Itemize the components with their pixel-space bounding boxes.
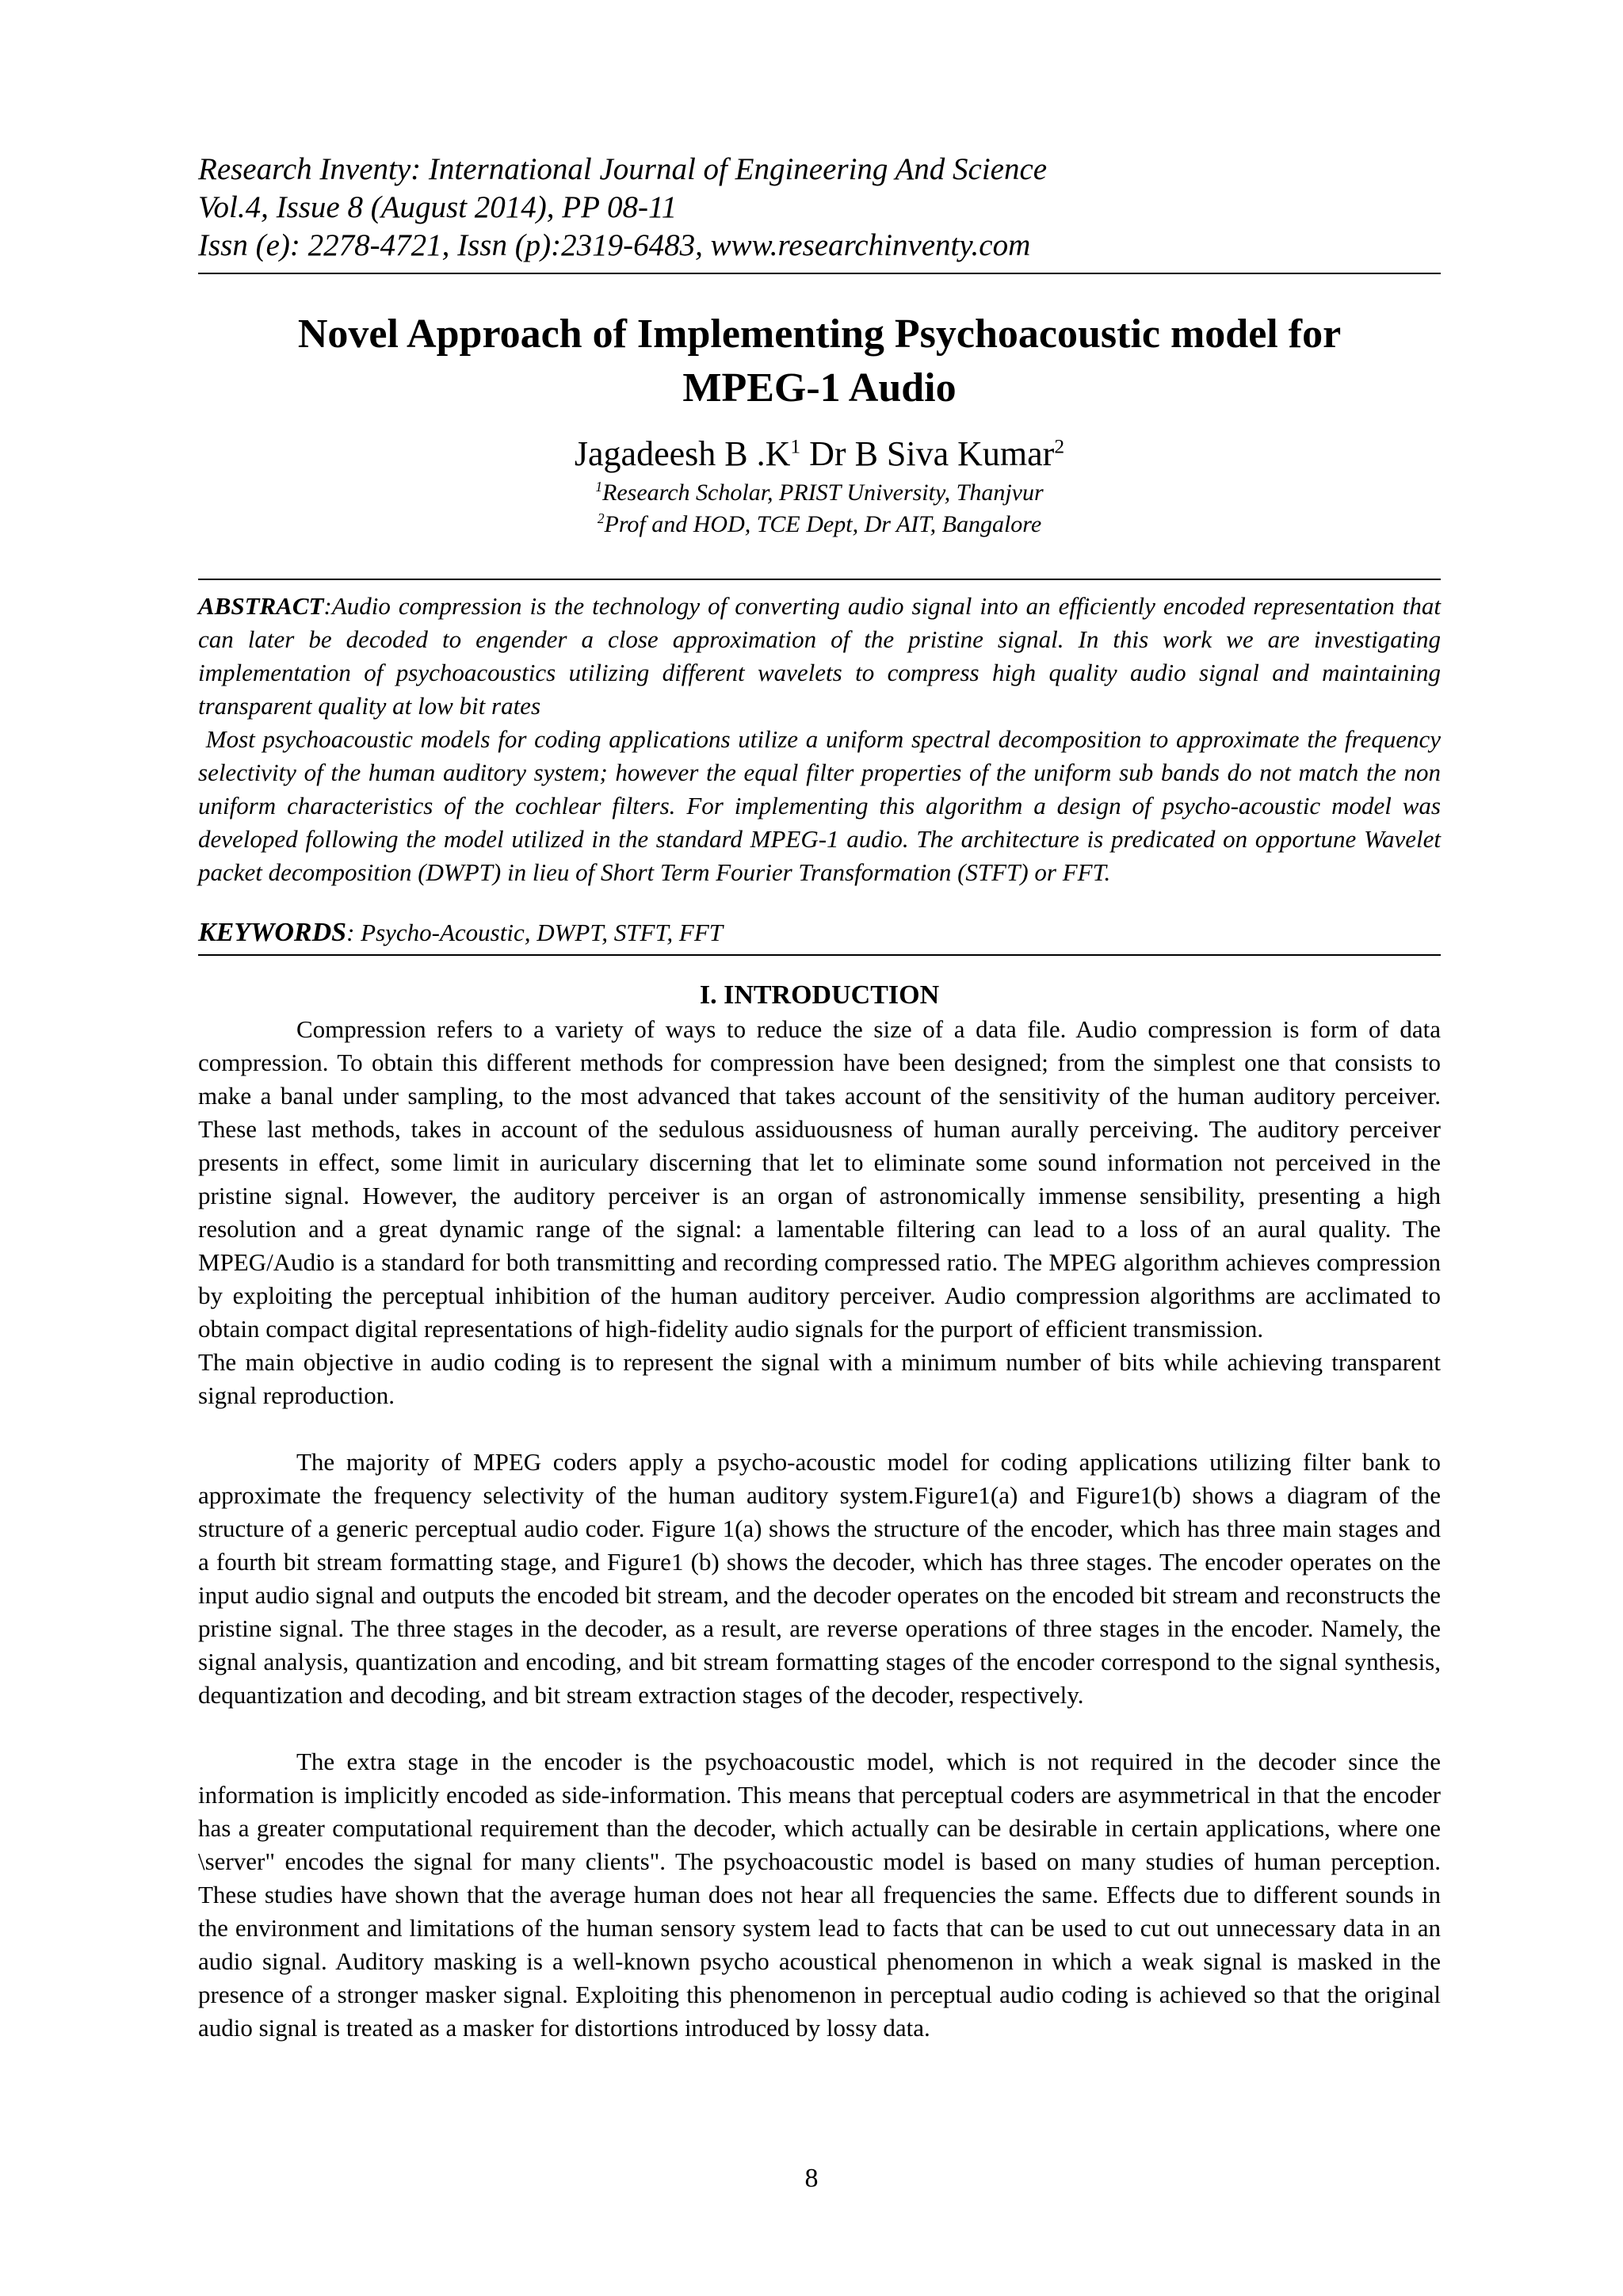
keywords [198,916,1441,949]
abstract-divider [198,579,1441,580]
abstract-paragraph [198,590,1441,723]
page-number: 8 [804,2164,819,2193]
journal-name: Research Inventy: International Journal of Engineering And Science [198,152,1048,186]
body-paragraph: Compression refers to a variety of ways to reduce the size of a data file. Audio compression is form of data compression. To obtain this different methods for compression have been designed; from the simplest one that consists to make a banal under sampling, to the most advanced that takes account of the sensitivity of the human auditory perceiver. These last methods, takes in account of the sedulous assiduousness of human aurally perceiving. The auditory perceiver presents in effect, some limit in auriculary discerning that let to eliminate some sound information not perceived in the pristine signal. However, the auditory perceiver is an organ of astronomically immense sensibility, presenting a high resolution and a great dynamic range of the signal: a lamentable filtering can lead to a loss of an aural quality. The MPEG/Audio is a standard for both transmitting and recording compressed ratio. The MPEG algorithm achieves compression by exploiting the perceptual inhibition of the human auditory perceiver. Audio compression algorithms are acclimated to obtain compact digital representations of high-fidelity audio signals for the purport of efficient transmission. [198,1015,1441,1343]
journal-volume: Vol.4, Issue 8 (August 2014), PP 08-11 [198,190,678,224]
affiliation [198,509,1441,541]
affiliation-text: Prof and HOD, TCE Dept, Dr AIT, Bangalore [604,511,1042,537]
section-heading: I. INTRODUCTION [699,980,940,1010]
affiliation-superscript: 1 [595,479,603,495]
author-line [198,431,1441,477]
keywords-divider [198,954,1441,956]
author-superscript: 1 [790,434,801,458]
author-name: Jagadeesh B .K [574,434,791,473]
journal-issn: Issn (e): 2278-4721, Issn (p):2319-6483, www.researchinventy.com [198,228,1031,262]
keywords-label: KEYWORDS [198,918,347,947]
affiliation [198,477,1441,509]
abstract-text: Most psychoacoustic models for coding applications utilize a uniform spectral decomposition to approximate the frequency selectivity of the human auditory system; however the equal filter properties of the uniform sub bands do not match the non uniform characteristics of the cochlear filters. For implementing this algorithm a design of psycho-acoustic model was developed following the model utilized in the standard MPEG-1 audio. The architecture is predicated on opportune Wavelet packet decomposition (DWPT) in lieu of Short Term Fourier Transformation (STFT) or FFT. [198,725,1441,886]
paper-title: Novel Approach of Implementing Psychoacoustic model for MPEG-1 Audio [297,311,1342,411]
body-text [198,1013,1441,2045]
keywords-text: : Psycho-Acoustic, DWPT, STFT, FFT [346,919,724,946]
body-paragraph: The main objective in audio coding is to represent the signal with a minimum number of bits while achieving transparent signal reproduction. [198,1348,1441,1409]
affiliation-text: Research Scholar, PRIST University, Thanjvur [602,479,1044,506]
affiliation-superscript: 2 [597,510,605,526]
author-superscript: 2 [1054,434,1065,458]
body-paragraph: The majority of MPEG coders apply a psycho-acoustic model for coding applications utilizing filter bank to approximate the frequency selectivity of the human auditory system.Figure1(a) and Figure1(b) shows a diagram of the structure of a generic perceptual audio coder. Figure 1(a) shows the structure of the encoder, which has three main stages and a fourth bit stream formatting stage, and Figure1 (b) shows the decoder, which has three stages. The encoder operates on the input audio signal and outputs the encoded bit stream, and the decoder operates on the encoded bit stream and reconstructs the pristine signal. The three stages in the decoder, as a result, are reverse operations of three stages in the encoder. Namely, the signal analysis, quantization and encoding, and bit stream formatting stages of the encoder correspond to the signal synthesis, dequantization and decoding, and bit stream extraction stages of the decoder, respectively. [198,1448,1441,1709]
abstract-label: ABSTRACT [198,592,324,620]
body-paragraph: The extra stage in the encoder is the psychoacoustic model, which is not required in the decoder since the information is implicitly encoded as side-information. This means that perceptual coders are asymmetrical in that the encoder has a greater computational requirement than the decoder, which actually can be desirable in certain applications, where one \server" encodes the signal for many clients". The psychoacoustic model is based on many studies of human perception. These studies have shown that the average human does not hear all frequencies the same. Effects due to different sounds in the environment and limitations of the human sensory system lead to facts that can be used to cut out unnecessary data in an audio signal. Auditory masking is a well-known psycho acoustical phenomenon in which a weak signal is masked in the presence of a stronger masker signal. Exploiting this phenomenon in perceptual audio coding is achieved so that the original audio signal is treated as a masker for distortions introduced by lossy data. [198,1748,1441,2042]
author-name: Dr B Siva Kumar [809,434,1055,473]
abstract-paragraph [198,723,1441,889]
abstract-text: :Audio compression is the technology of converting audio signal into an efficiently encoded representation that can later be decoded to engender a close approximation of the pristine signal. In this work we are investigating implementation of psychoacoustics utilizing different wavelets to compress high quality audio signal and maintaining transparent quality at low bit rates [198,592,1441,720]
paper-page [198,151,1441,2045]
abstract-section [198,579,1441,889]
header-divider [198,273,1441,274]
journal-header [198,151,1441,265]
